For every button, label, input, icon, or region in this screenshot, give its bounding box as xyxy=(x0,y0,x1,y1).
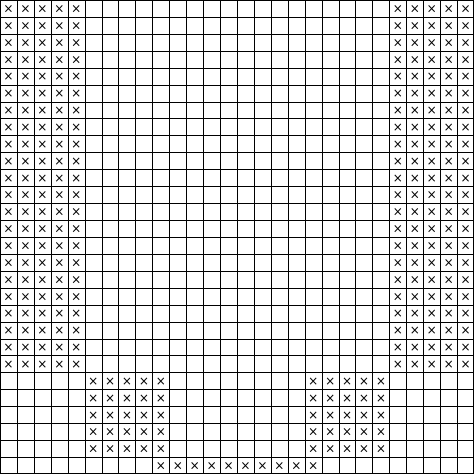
x-mark: × xyxy=(105,441,116,456)
x-mark: × xyxy=(54,238,65,253)
x-mark: × xyxy=(121,424,132,439)
x-mark: × xyxy=(71,221,82,236)
x-mark: × xyxy=(392,187,403,202)
x-mark: × xyxy=(37,136,48,151)
x-mark: × xyxy=(37,204,48,219)
x-mark: × xyxy=(71,187,82,202)
x-mark: × xyxy=(71,18,82,33)
x-mark: × xyxy=(37,18,48,33)
x-mark: × xyxy=(409,136,420,151)
x-mark: × xyxy=(71,136,82,151)
x-mark: × xyxy=(37,86,48,101)
x-mark: × xyxy=(121,390,132,405)
x-mark: × xyxy=(392,153,403,168)
x-mark: × xyxy=(460,103,471,118)
x-mark: × xyxy=(37,356,48,371)
x-mark: × xyxy=(392,289,403,304)
x-mark: × xyxy=(71,340,82,355)
x-mark: × xyxy=(3,170,14,185)
x-mark: × xyxy=(426,119,437,134)
x-mark: × xyxy=(54,323,65,338)
x-mark: × xyxy=(392,170,403,185)
x-mark: × xyxy=(138,424,149,439)
x-mark: × xyxy=(409,221,420,236)
x-mark: × xyxy=(460,255,471,270)
x-mark: × xyxy=(105,424,116,439)
x-mark: × xyxy=(54,153,65,168)
x-mark: × xyxy=(20,306,31,321)
x-mark: × xyxy=(325,390,336,405)
x-mark: × xyxy=(409,204,420,219)
x-mark: × xyxy=(3,1,14,16)
x-mark: × xyxy=(54,356,65,371)
x-mark: × xyxy=(392,323,403,338)
x-mark: × xyxy=(71,238,82,253)
x-mark: × xyxy=(37,306,48,321)
x-mark: × xyxy=(426,238,437,253)
x-mark: × xyxy=(409,18,420,33)
x-mark: × xyxy=(409,187,420,202)
x-mark: × xyxy=(426,306,437,321)
x-mark: × xyxy=(20,35,31,50)
x-mark: × xyxy=(138,373,149,388)
x-mark: × xyxy=(460,289,471,304)
x-mark: × xyxy=(443,52,454,67)
x-mark: × xyxy=(325,373,336,388)
x-mark: × xyxy=(71,306,82,321)
x-mark: × xyxy=(460,52,471,67)
x-mark: × xyxy=(155,441,166,456)
x-mark: × xyxy=(443,221,454,236)
x-mark: × xyxy=(392,103,403,118)
x-mark: × xyxy=(20,153,31,168)
x-mark: × xyxy=(71,170,82,185)
x-mark: × xyxy=(54,272,65,287)
x-mark: × xyxy=(257,458,268,473)
x-mark: × xyxy=(392,238,403,253)
x-mark: × xyxy=(71,289,82,304)
x-mark: × xyxy=(20,289,31,304)
x-mark: × xyxy=(392,204,403,219)
x-mark: × xyxy=(88,373,99,388)
x-mark: × xyxy=(54,18,65,33)
x-mark: × xyxy=(37,255,48,270)
x-mark: × xyxy=(426,52,437,67)
x-mark: × xyxy=(71,272,82,287)
x-mark: × xyxy=(54,255,65,270)
x-mark: × xyxy=(37,272,48,287)
x-mark: × xyxy=(37,1,48,16)
x-mark: × xyxy=(460,1,471,16)
x-mark: × xyxy=(325,424,336,439)
x-mark: × xyxy=(54,170,65,185)
x-mark: × xyxy=(291,458,302,473)
x-mark: × xyxy=(71,1,82,16)
x-mark: × xyxy=(443,289,454,304)
x-mark: × xyxy=(172,458,183,473)
x-mark: × xyxy=(138,390,149,405)
x-mark: × xyxy=(3,221,14,236)
x-mark: × xyxy=(121,373,132,388)
x-mark: × xyxy=(3,18,14,33)
x-mark: × xyxy=(37,69,48,84)
x-mark: × xyxy=(240,458,251,473)
x-mark: × xyxy=(409,255,420,270)
x-mark: × xyxy=(342,424,353,439)
x-mark: × xyxy=(37,153,48,168)
x-mark: × xyxy=(426,221,437,236)
x-mark: × xyxy=(37,35,48,50)
x-mark: × xyxy=(409,119,420,134)
x-mark: × xyxy=(443,340,454,355)
x-mark: × xyxy=(121,441,132,456)
x-mark: × xyxy=(358,373,369,388)
x-mark: × xyxy=(3,136,14,151)
x-mark: × xyxy=(138,407,149,422)
x-mark: × xyxy=(342,390,353,405)
x-mark: × xyxy=(443,306,454,321)
x-mark: × xyxy=(37,187,48,202)
x-mark: × xyxy=(3,103,14,118)
x-mark: × xyxy=(460,69,471,84)
x-mark: × xyxy=(392,272,403,287)
x-mark: × xyxy=(392,221,403,236)
x-mark: × xyxy=(54,69,65,84)
x-mark: × xyxy=(155,407,166,422)
x-mark: × xyxy=(392,356,403,371)
x-mark: × xyxy=(20,187,31,202)
x-mark: × xyxy=(189,458,200,473)
x-mark: × xyxy=(308,458,319,473)
x-mark: × xyxy=(392,1,403,16)
x-mark: × xyxy=(3,35,14,50)
x-mark: × xyxy=(443,18,454,33)
x-mark: × xyxy=(71,204,82,219)
x-mark: × xyxy=(20,1,31,16)
x-mark: × xyxy=(392,136,403,151)
x-mark: × xyxy=(37,119,48,134)
x-mark: × xyxy=(409,86,420,101)
x-mark: × xyxy=(37,52,48,67)
x-mark: × xyxy=(460,136,471,151)
x-mark: × xyxy=(426,153,437,168)
x-mark: × xyxy=(409,306,420,321)
x-mark: × xyxy=(308,424,319,439)
x-mark: × xyxy=(409,340,420,355)
x-mark: × xyxy=(54,119,65,134)
x-mark: × xyxy=(392,306,403,321)
x-mark: × xyxy=(460,187,471,202)
x-mark: × xyxy=(88,407,99,422)
x-mark: × xyxy=(460,119,471,134)
x-mark: × xyxy=(54,306,65,321)
x-mark: × xyxy=(426,1,437,16)
x-mark: × xyxy=(155,390,166,405)
x-mark: × xyxy=(443,204,454,219)
x-mark: × xyxy=(409,272,420,287)
x-mark: × xyxy=(20,238,31,253)
x-mark: × xyxy=(274,458,285,473)
x-mark: × xyxy=(443,323,454,338)
x-mark: × xyxy=(54,136,65,151)
x-mark: × xyxy=(71,103,82,118)
x-mark: × xyxy=(460,153,471,168)
x-mark: × xyxy=(54,52,65,67)
x-mark: × xyxy=(71,35,82,50)
x-mark: × xyxy=(443,69,454,84)
x-mark: × xyxy=(443,86,454,101)
x-mark: × xyxy=(37,221,48,236)
x-mark: × xyxy=(443,35,454,50)
x-mark: × xyxy=(375,407,386,422)
x-mark: × xyxy=(20,136,31,151)
x-mark: × xyxy=(20,52,31,67)
x-mark: × xyxy=(392,86,403,101)
x-mark: × xyxy=(443,238,454,253)
x-mark: × xyxy=(460,306,471,321)
x-mark: × xyxy=(105,390,116,405)
x-mark: × xyxy=(20,69,31,84)
x-mark: × xyxy=(121,407,132,422)
x-mark: × xyxy=(426,136,437,151)
x-mark: × xyxy=(426,323,437,338)
x-mark: × xyxy=(443,103,454,118)
x-mark: × xyxy=(409,289,420,304)
x-mark: × xyxy=(443,170,454,185)
x-mark: × xyxy=(443,136,454,151)
x-mark: × xyxy=(20,18,31,33)
x-mark: × xyxy=(3,119,14,134)
x-mark: × xyxy=(392,119,403,134)
x-mark: × xyxy=(460,86,471,101)
x-mark: × xyxy=(426,69,437,84)
x-mark: × xyxy=(460,35,471,50)
x-mark: × xyxy=(37,323,48,338)
x-mark: × xyxy=(37,238,48,253)
x-mark: × xyxy=(37,340,48,355)
x-mark: × xyxy=(20,221,31,236)
x-mark: × xyxy=(426,170,437,185)
x-mark: × xyxy=(54,289,65,304)
x-mark: × xyxy=(375,390,386,405)
x-mark: × xyxy=(54,86,65,101)
x-mark: × xyxy=(105,407,116,422)
x-mark: × xyxy=(426,356,437,371)
x-mark: × xyxy=(460,221,471,236)
x-mark: × xyxy=(460,323,471,338)
x-mark: × xyxy=(88,390,99,405)
x-mark: × xyxy=(20,323,31,338)
x-mark: × xyxy=(308,390,319,405)
x-mark: × xyxy=(71,323,82,338)
x-mark: × xyxy=(443,1,454,16)
x-mark: × xyxy=(71,119,82,134)
x-mark: × xyxy=(392,35,403,50)
x-mark: × xyxy=(71,69,82,84)
x-mark: × xyxy=(460,18,471,33)
x-mark: × xyxy=(3,255,14,270)
x-mark: × xyxy=(426,187,437,202)
x-mark: × xyxy=(3,306,14,321)
x-mark: × xyxy=(206,458,217,473)
x-mark: × xyxy=(426,103,437,118)
x-mark: × xyxy=(460,204,471,219)
x-mark: × xyxy=(71,52,82,67)
x-mark: × xyxy=(3,153,14,168)
x-mark: × xyxy=(409,238,420,253)
x-mark: × xyxy=(3,356,14,371)
x-mark: × xyxy=(443,187,454,202)
x-mark: × xyxy=(342,373,353,388)
x-mark: × xyxy=(308,373,319,388)
x-mark: × xyxy=(443,255,454,270)
x-mark: × xyxy=(3,340,14,355)
x-mark: × xyxy=(325,441,336,456)
x-mark: × xyxy=(20,272,31,287)
x-mark: × xyxy=(358,407,369,422)
x-mark: × xyxy=(460,272,471,287)
x-mark: × xyxy=(375,424,386,439)
x-mark: × xyxy=(20,103,31,118)
x-mark: × xyxy=(460,238,471,253)
x-mark: × xyxy=(375,441,386,456)
x-mark: × xyxy=(37,170,48,185)
x-mark: × xyxy=(342,407,353,422)
x-mark: × xyxy=(325,407,336,422)
x-mark: × xyxy=(460,356,471,371)
x-mark: × xyxy=(392,340,403,355)
x-mark: × xyxy=(409,103,420,118)
x-mark: × xyxy=(426,255,437,270)
x-mark: × xyxy=(20,170,31,185)
x-mark: × xyxy=(3,289,14,304)
x-mark: × xyxy=(88,424,99,439)
x-mark: × xyxy=(54,340,65,355)
x-mark: × xyxy=(392,69,403,84)
x-mark: × xyxy=(409,1,420,16)
x-mark: × xyxy=(392,18,403,33)
x-mark: × xyxy=(358,424,369,439)
x-mark: × xyxy=(392,255,403,270)
x-mark: × xyxy=(426,86,437,101)
x-mark: × xyxy=(409,35,420,50)
x-mark: × xyxy=(3,323,14,338)
x-mark: × xyxy=(3,69,14,84)
x-mark: × xyxy=(37,289,48,304)
x-mark: × xyxy=(71,356,82,371)
x-mark: × xyxy=(409,153,420,168)
x-mark: × xyxy=(426,340,437,355)
x-mark: × xyxy=(426,35,437,50)
x-mark: × xyxy=(20,255,31,270)
x-mark: × xyxy=(71,153,82,168)
x-mark: × xyxy=(105,373,116,388)
x-mark: × xyxy=(358,390,369,405)
x-mark: × xyxy=(308,441,319,456)
x-mark: × xyxy=(3,204,14,219)
x-mark: × xyxy=(223,458,234,473)
x-mark: × xyxy=(443,272,454,287)
x-mark: × xyxy=(3,52,14,67)
x-mark: × xyxy=(409,52,420,67)
x-mark: × xyxy=(54,187,65,202)
x-mark: × xyxy=(88,441,99,456)
x-mark: × xyxy=(409,69,420,84)
x-mark: × xyxy=(37,103,48,118)
x-mark: × xyxy=(358,441,369,456)
x-mark: × xyxy=(426,272,437,287)
x-mark: × xyxy=(426,289,437,304)
x-mark: × xyxy=(409,170,420,185)
x-mark: × xyxy=(443,153,454,168)
x-mark: × xyxy=(71,86,82,101)
x-mark: × xyxy=(460,170,471,185)
x-mark: × xyxy=(392,52,403,67)
x-mark: × xyxy=(409,323,420,338)
x-mark: × xyxy=(54,1,65,16)
x-mark: × xyxy=(308,407,319,422)
x-mark: × xyxy=(20,340,31,355)
x-mark: × xyxy=(426,204,437,219)
x-mark: × xyxy=(54,204,65,219)
x-mark: × xyxy=(443,356,454,371)
x-mark: × xyxy=(3,272,14,287)
x-mark: × xyxy=(3,238,14,253)
x-mark: × xyxy=(426,18,437,33)
x-mark: × xyxy=(138,441,149,456)
x-mark: × xyxy=(375,373,386,388)
x-mark: × xyxy=(20,356,31,371)
x-mark: × xyxy=(3,86,14,101)
x-mark: × xyxy=(155,424,166,439)
x-mark: × xyxy=(443,119,454,134)
x-mark: × xyxy=(20,86,31,101)
x-mark: × xyxy=(20,204,31,219)
x-mark: × xyxy=(3,187,14,202)
x-mark: × xyxy=(409,356,420,371)
x-mark: × xyxy=(20,119,31,134)
x-mark: × xyxy=(54,35,65,50)
x-mark: × xyxy=(342,441,353,456)
x-mark: × xyxy=(155,373,166,388)
x-mark: × xyxy=(71,255,82,270)
x-mark: × xyxy=(460,340,471,355)
x-mark: × xyxy=(54,221,65,236)
x-mark: × xyxy=(54,103,65,118)
x-mark: × xyxy=(155,458,166,473)
